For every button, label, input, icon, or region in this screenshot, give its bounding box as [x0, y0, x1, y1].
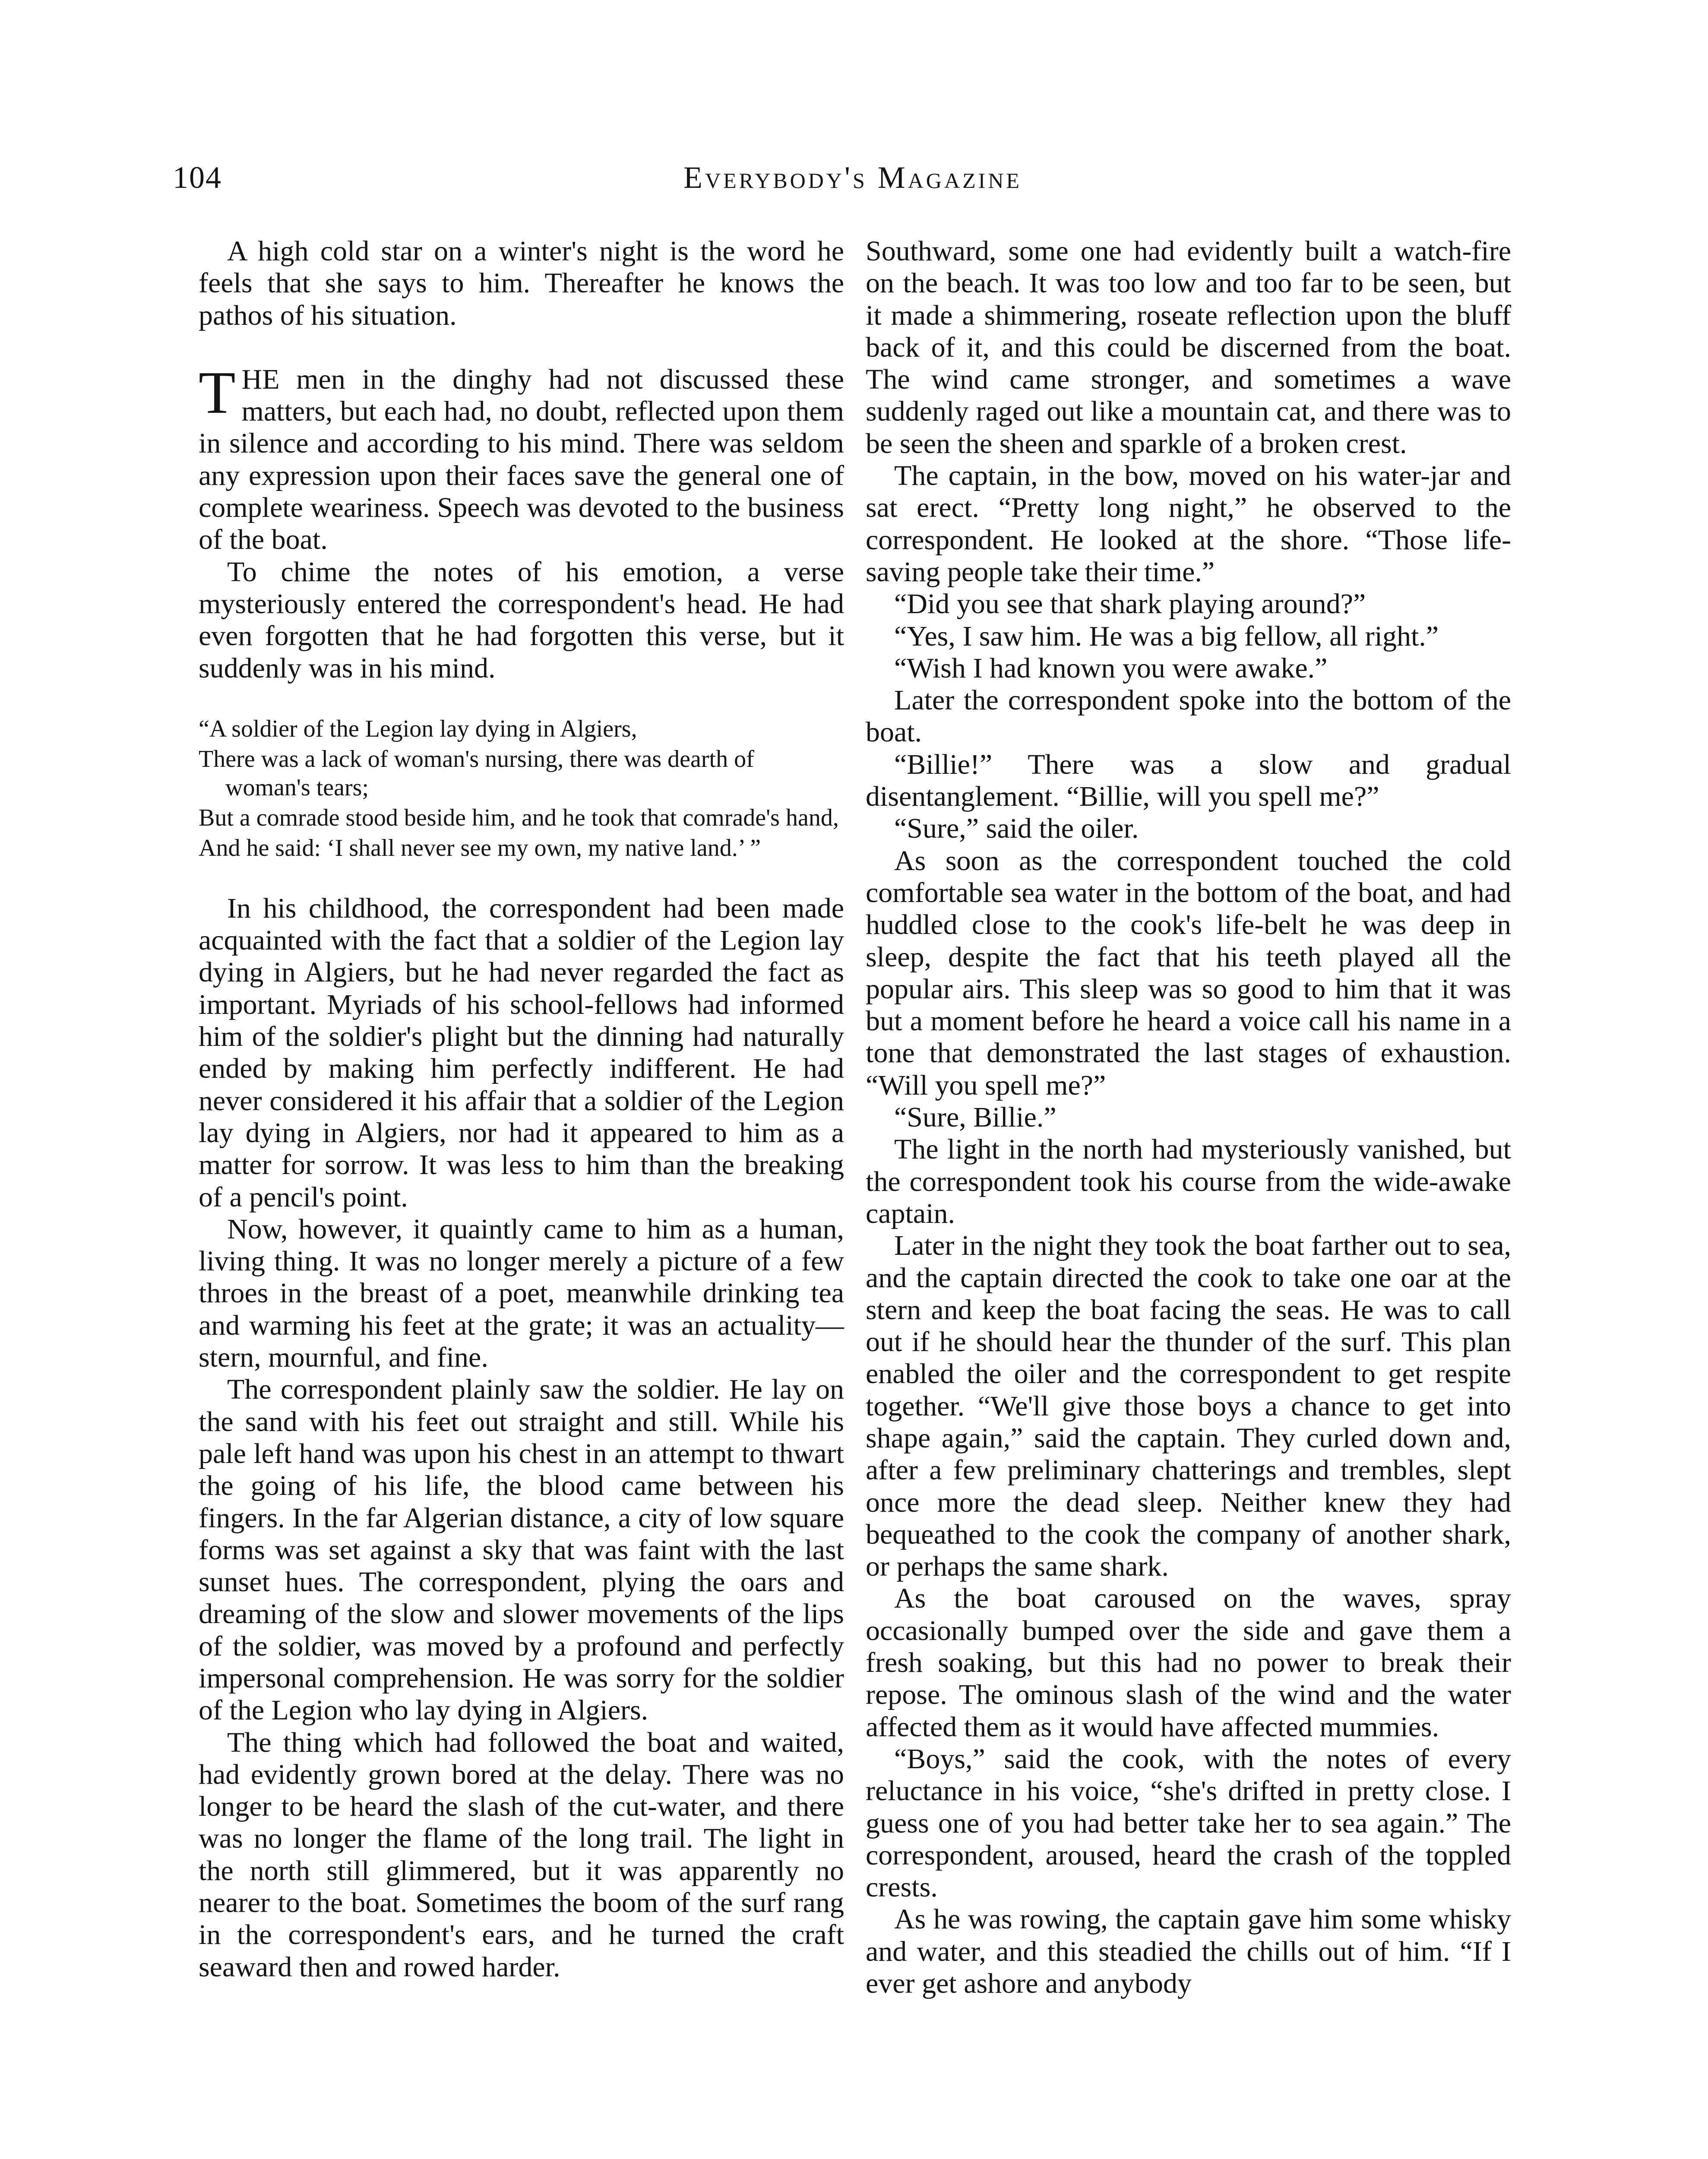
paragraph: Southward, some one had evidently built a watch-fire on the beach. It was too low and too far to be seen, but it made a shimmering, roseate reflection upon the bluff back of it, and this could be discerned from the boat. The wind came stronger, and sometimes a wave suddenly raged out like a mountain cat, and there was to be seen the sheen and sparkle of a broken crest. [866, 235, 1511, 459]
paragraph: “Boys,” said the cook, with the notes of every reluctance in his voice, “she's drifted in pretty close. I guess one of you had better take her to sea again.” The correspondent, aroused, heard the crash of the toppled crests. [866, 1743, 1511, 1903]
paragraph-text: HE men in the dinghy had not discussed these matters, but each had, no doubt, reflected upon them in silence and according to his mind. There was seldom any expression upon their faces save the general one of complete weariness. Speech was devoted to the business of the boat. [199, 363, 844, 556]
paragraph: “Billie!” There was a slow and gradual disentanglement. “Billie, will you spell me?” [866, 748, 1511, 813]
drop-cap: T [199, 359, 236, 426]
paragraph: “Sure, Billie.” [894, 1102, 1056, 1133]
paragraph: As soon as the correspondent touched the cold comfortable sea water in the bottom of the boat, and had huddled close to the cook's life-belt he was deep in sleep, despite the fact that his teeth played all the popular airs. This sleep was so good to him that it was but a moment before he heard a voice call his name in a tone that demonstrated the last stages of exhaustion. “Will you spell me?” [866, 845, 1511, 1101]
paragraph: “Yes, I saw him. He was a big fellow, all right.” [894, 620, 1439, 652]
running-head [173, 160, 1533, 207]
paragraph: As the boat caroused on the waves, spray occasionally bumped over the side and gave them a fresh soaking, but this had no power to break their repose. The ominous slash of the wind and the water affected them as it would have affected mummies. [866, 1583, 1511, 1743]
paragraph: “Wish I had known you were awake.” [894, 652, 1328, 684]
paragraph: Later in the night they took the boat farther out to sea, and the captain directed the cook to take one oar at the stern and keep the boat facing the seas. He was to call out if he should hear the thunder of the surf. This plan enabled the oiler and the correspondent to get respite together. “We'll give those boys a chance to get into shape again,” said the captain. They curled down and, after a few preliminary chatterings and trembles, slept once more the dead sleep. Neither knew they had bequeathed to the cook the company of another shark, or perhaps the same shark. [866, 1230, 1511, 1583]
paragraph: The correspondent plainly saw the soldier. He lay on the sand with his feet out straight and still. While his pale left hand was upon his chest in an attempt to thwart the going of his life, the blood came between his fingers. In the far Algerian distance, a city of low square forms was set against a sky that was faint with the last sunset hues. The correspondent, plying the oars and dreaming of the slow and slower movements of the lips of the soldier, was moved by a profound and perfectly impersonal comprehension. He was sorry for the soldier of the Legion who lay dying in Algiers. [199, 1374, 844, 1726]
verse-line: But a comrade stood beside him, and he took that comrade's hand, [199, 804, 839, 831]
paragraph: A high cold star on a winter's night is the word he feels that she says to him. Thereafter he knows the pathos of his situation. [199, 235, 844, 331]
right-column [866, 235, 1511, 2000]
paragraph: Now, however, it quaintly came to him as a human, living thing. It was no longer merely a picture of a few throes in the breast of a poet, meanwhile drinking tea and warming his feet at the grate; it was an actuality—stern, mournful, and fine. [199, 1213, 844, 1374]
paragraph: The light in the north had mysteriously vanished, but the correspondent took his course from the wide-awake captain. [866, 1133, 1511, 1229]
page-number: 104 [173, 160, 222, 195]
paragraph: In his childhood, the correspondent had been made acquainted with the fact that a soldier of the Legion lay dying in Algiers, but he had never regarded the fact as important. Myriads of his school-fellows had informed him of the soldier's plight but the dinning had naturally ended by making him perfectly indifferent. He had never considered it his affair that a soldier of the Legion lay dying in Algiers, nor had it appeared to him as a matter for sorrow. It was less to him than the breaking of a pencil's point. [199, 892, 844, 1213]
verse-block [199, 715, 844, 862]
verse-line: There was a lack of woman's nursing, there was dearth of woman's tears; [199, 745, 754, 801]
paragraph: To chime the notes of his emotion, a verse mysteriously entered the correspondent's head. He had even forgotten that he had forgotten this verse, but it suddenly was in his mind. [199, 556, 844, 684]
paragraph: “Did you see that shark playing around?” [894, 588, 1366, 620]
verse-line: And he said: ‘I shall never see my own, my native land.’ ” [199, 834, 761, 861]
paragraph: Later the correspondent spoke into the bottom of the boat. [866, 684, 1511, 748]
paragraph: The captain, in the bow, moved on his water-jar and sat erect. “Pretty long night,” he observed to the correspondent. He looked at the shore. “Those life-saving people take their time.” [866, 460, 1511, 588]
left-column [199, 235, 844, 1983]
magazine-title: Everybody's Magazine [683, 160, 1022, 195]
paragraph: As he was rowing, the captain gave him some whisky and water, and this steadied the chills out of him. “If I ever get ashore and anybody [866, 1903, 1511, 2000]
paragraph: “Sure,” said the oiler. [894, 813, 1139, 845]
section-opening-paragraph [199, 359, 844, 556]
paragraph: The thing which had followed the boat and waited, had evidently grown bored at the delay. There was no longer to be heard the slash of the cut-water, and there was no longer the flame of the long trail. The light in the north still glimmered, but it was apparently no nearer to the boat. Sometimes the boom of the surf rang in the correspondent's ears, and he turned the craft seaward then and rowed harder. [199, 1726, 844, 1983]
verse-line: “A soldier of the Legion lay dying in Algiers, [199, 715, 637, 742]
